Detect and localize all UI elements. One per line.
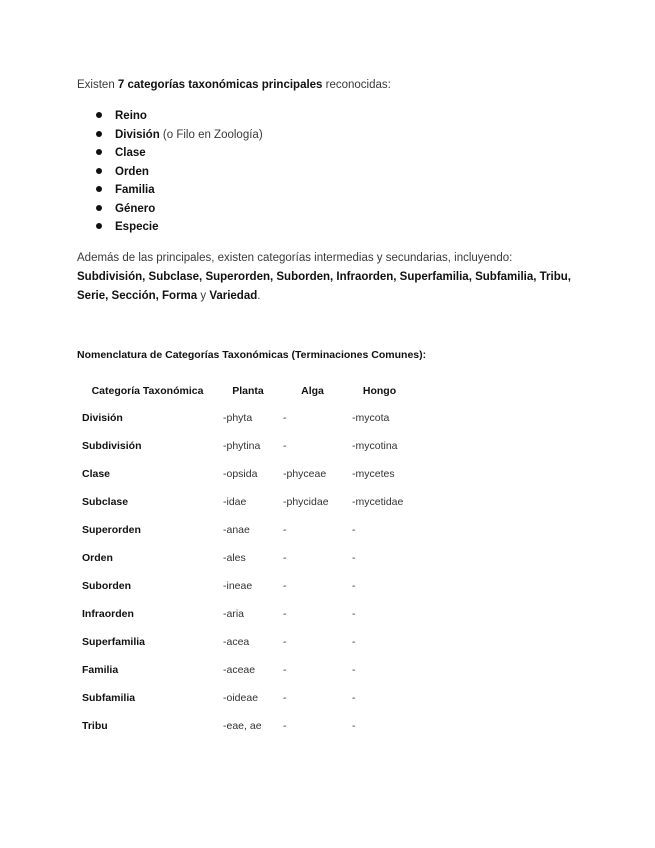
cell-fungus: -	[352, 524, 356, 536]
bullet-icon	[96, 131, 102, 137]
list-item	[77, 202, 263, 221]
list-item	[77, 183, 263, 202]
intro-paragraph	[77, 78, 391, 92]
header-fungus: Hongo	[362, 385, 397, 397]
table-row	[77, 684, 412, 712]
nomenclature-table	[77, 378, 412, 740]
cell-fungus: -	[352, 580, 356, 592]
table-header-row	[77, 378, 412, 404]
cell-category: División	[82, 412, 123, 424]
table-row	[77, 600, 412, 628]
header-category: Categoría Taxonómica	[91, 385, 204, 397]
category-label: División	[115, 128, 160, 141]
cell-fungus: -	[352, 720, 356, 732]
cell-fungus: -	[352, 664, 356, 676]
header-alga: Alga	[301, 385, 324, 397]
table-row	[77, 544, 412, 572]
intermediate-list-line-2	[77, 289, 597, 308]
cell-category: Subclase	[82, 496, 129, 508]
cell-category: Subfamilia	[82, 692, 136, 704]
cell-plant: -phytina	[223, 440, 261, 452]
intermediate-categories-paragraph	[77, 251, 597, 308]
table-row	[77, 572, 412, 600]
table-row	[77, 656, 412, 684]
intermediate-lead: Además de las principales, existen categorías intermedias y secundarias, incluyendo:	[77, 252, 513, 264]
cell-alga: -phycidae	[283, 496, 329, 508]
category-label: Familia	[115, 184, 155, 196]
cell-category: Tribu	[82, 720, 108, 732]
cell-category: Superfamilia	[82, 636, 146, 648]
cell-plant: -acea	[223, 636, 250, 648]
bullet-icon	[96, 149, 102, 155]
table-row	[77, 432, 412, 460]
cell-category: Suborden	[82, 580, 131, 592]
table-row	[77, 628, 412, 656]
cell-alga: -	[283, 692, 287, 704]
cell-alga: -	[283, 524, 287, 536]
bullet-icon	[96, 205, 102, 211]
list-item	[77, 109, 263, 128]
category-label: Género	[115, 202, 156, 215]
cell-plant: -phyta	[223, 412, 253, 424]
cell-alga: -	[283, 720, 287, 732]
cell-alga: -	[283, 608, 287, 620]
cell-plant: -idae	[223, 496, 247, 508]
cell-alga: -phyceae	[283, 468, 327, 480]
cell-plant: -anae	[223, 524, 250, 536]
table-row	[77, 404, 412, 432]
intermediate-connector: y	[197, 290, 210, 302]
intro-prefix: Existen	[77, 79, 118, 91]
list-item	[77, 146, 263, 165]
category-label: Orden	[115, 165, 149, 178]
cell-alga: -	[283, 664, 287, 676]
cell-plant: -aria	[223, 608, 245, 620]
cell-fungus: -	[352, 692, 356, 704]
cell-fungus: -mycetidae	[352, 496, 404, 508]
cell-plant: -ineae	[223, 580, 253, 592]
list-item	[77, 128, 263, 147]
intro-suffix: reconocidas:	[322, 79, 391, 91]
intermediate-last-bold: Variedad	[209, 290, 258, 302]
cell-alga: -	[283, 440, 287, 452]
category-label: Especie	[115, 221, 159, 233]
bullet-icon	[96, 186, 102, 192]
list-item	[77, 165, 263, 184]
intro-highlight: 7 categorías taxonómicas principales	[117, 79, 323, 91]
cell-category: Subdivisión	[82, 440, 142, 452]
cell-plant: -ales	[223, 552, 246, 564]
cell-category: Orden	[82, 552, 113, 564]
table-row	[77, 516, 412, 544]
cell-category: Infraorden	[82, 608, 134, 620]
table-row	[77, 460, 412, 488]
cell-category: Familia	[82, 664, 119, 676]
category-label: Reino	[115, 110, 147, 122]
header-plant: Planta	[232, 385, 264, 397]
cell-fungus: -	[352, 608, 356, 620]
cell-fungus: -mycotina	[352, 440, 398, 452]
cell-fungus: -mycota	[352, 412, 390, 424]
table-title: Nomenclatura de Categorías Taxonómicas (Terminaciones Comunes):	[77, 349, 427, 361]
cell-plant: -opsida	[223, 468, 258, 480]
cell-fungus: -	[352, 552, 356, 564]
cell-plant: -oideae	[223, 692, 259, 704]
cell-alga: -	[283, 552, 287, 564]
bullet-icon	[96, 168, 102, 174]
intermediate-list-bold-1: Subdivisión, Subclase, Superorden, Suborden, Infraorden, Superfamilia, Subfamilia, Tribu,	[77, 271, 571, 283]
table-row	[77, 712, 412, 740]
cell-fungus: -mycetes	[352, 468, 395, 480]
main-categories-list	[77, 109, 263, 239]
bullet-icon	[96, 223, 102, 229]
cell-plant: -eae, ae	[223, 720, 262, 732]
bullet-icon	[96, 112, 102, 118]
category-label: Clase	[115, 147, 146, 159]
cell-alga: -	[283, 412, 287, 424]
intermediate-list-bold-2: Serie, Sección, Forma	[77, 290, 198, 302]
cell-fungus: -	[352, 636, 356, 648]
category-note: (o Filo en Zoología)	[159, 128, 263, 141]
cell-category: Clase	[82, 468, 111, 480]
cell-alga: -	[283, 580, 287, 592]
table-row	[77, 488, 412, 516]
cell-category: Superorden	[82, 524, 141, 536]
cell-alga: -	[283, 636, 287, 648]
list-item	[77, 220, 263, 239]
cell-plant: -aceae	[223, 664, 256, 676]
intermediate-list-line-1	[77, 270, 597, 289]
intermediate-end: .	[257, 290, 261, 302]
